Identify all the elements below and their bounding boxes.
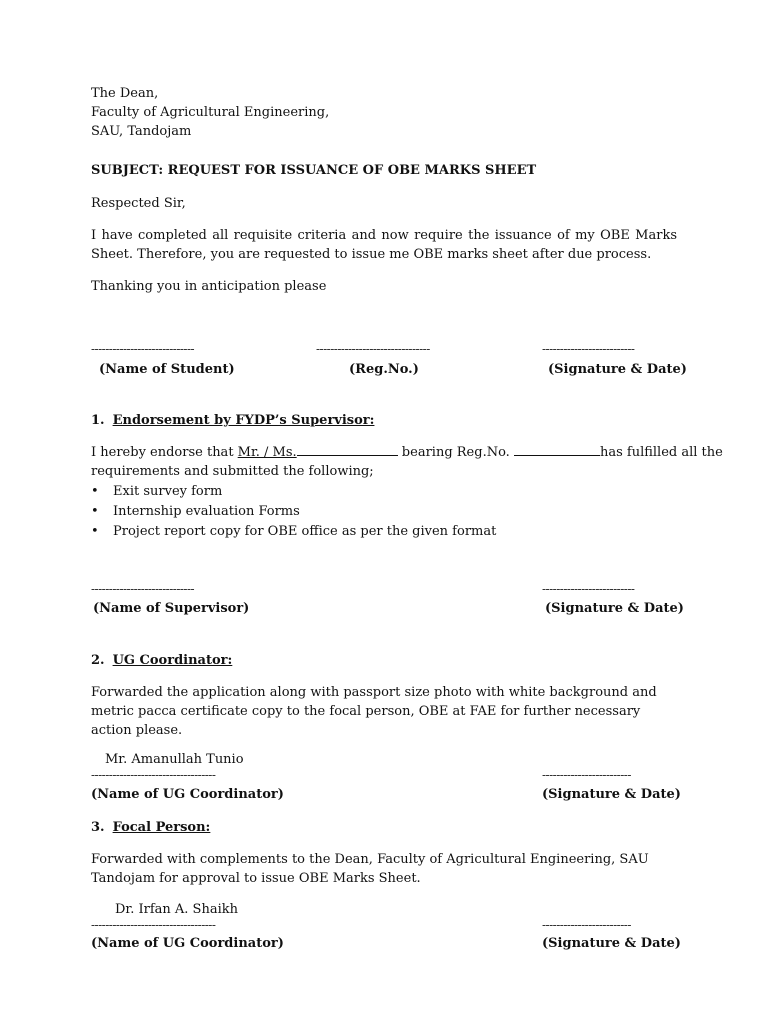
recipient-line-2: Faculty of Agricultural Engineering, [91,105,330,120]
list-item [91,522,496,541]
reg-no-label: (Reg.No.) [349,362,419,377]
section-1-number: 1. [91,413,105,428]
student-signature-line: -------------------------- [542,342,635,356]
supervisor-name-line: ----------------------------- [91,582,195,596]
salutation: Respected Sir, [91,196,186,211]
section-3-number: 3. [91,820,105,835]
section-1-title: Endorsement by FYDP’s Supervisor: [112,413,375,428]
reg-no-blank[interactable] [514,443,600,456]
focal-person-name-line: ----------------------------------- [91,918,216,932]
title-mr-ms: Mr. / Ms. [237,445,297,460]
section-3-title: Focal Person: [112,820,211,835]
endorsement-text-c: bearing Reg.No. [397,445,514,460]
reg-no-line: -------------------------------- [316,342,430,356]
list-item-text: Exit survey form [113,484,223,499]
ug-coordinator-signature-line: ------------------------- [542,768,631,782]
ug-coordinator-signature-label: (Signature & Date) [542,787,681,802]
supervisor-signature-label: (Signature & Date) [545,601,684,616]
closing-line: Thanking you in anticipation please [91,279,327,294]
endorsement-text-d: has fulfilled all the [599,445,723,460]
endorsement-line-1 [91,443,723,462]
request-body: I have completed all requisite criteria and now require the issuance of my OBE Marks Sheet. Therefore, you are requested to issue me OBE marks sheet after due process. [91,228,677,262]
section-1-heading [91,411,374,430]
bullet-icon: • [91,484,99,499]
student-name-blank[interactable] [297,443,398,456]
student-name-line: ----------------------------- [91,342,195,356]
focal-person-name-label: (Name of UG Coordinator) [91,936,284,951]
section-2-heading [91,651,232,670]
bullet-icon: • [91,524,99,539]
student-name-label: (Name of Student) [99,362,235,377]
endorsement-line-2: requirements and submitted the following; [91,464,374,479]
list-item [91,482,222,501]
section-3-heading [91,818,210,837]
focal-person-signature-label: (Signature & Date) [542,936,681,951]
focal-person-text: Forwarded with complements to the Dean, Faculty of Agricultural Engineering, SAU Tandojam for approval to issue OBE Marks Sheet. [91,852,649,886]
section-2-title: UG Coordinator: [112,653,233,668]
ug-coordinator-text: Forwarded the application along with passport size photo with white background and metric pacca certificate copy to the focal person, OBE at FAE for further necessary action please. [91,685,657,738]
focal-person-name: Dr. Irfan A. Shaikh [115,902,238,917]
focal-person-signature-line: ------------------------- [542,918,631,932]
supervisor-name-label: (Name of Supervisor) [93,601,250,616]
bullet-icon: • [91,504,99,519]
subject-line: SUBJECT: REQUEST FOR ISSUANCE OF OBE MARKS SHEET [91,163,537,178]
ug-coordinator-person: Mr. Amanullah Tunio [105,752,244,767]
section-2-number: 2. [91,653,105,668]
recipient-line-1: The Dean, [91,86,159,101]
recipient-line-3: SAU, Tandojam [91,124,192,139]
supervisor-signature-line: -------------------------- [542,582,635,596]
list-item-text: Project report copy for OBE office as per the given format [113,524,497,539]
ug-coordinator-name-label: (Name of UG Coordinator) [91,787,284,802]
endorsement-text-a: I hereby endorse that [91,445,238,460]
ug-coordinator-name-line: ----------------------------------- [91,768,216,782]
list-item-text: Internship evaluation Forms [113,504,300,519]
list-item [91,502,300,521]
student-signature-label: (Signature & Date) [548,362,687,377]
